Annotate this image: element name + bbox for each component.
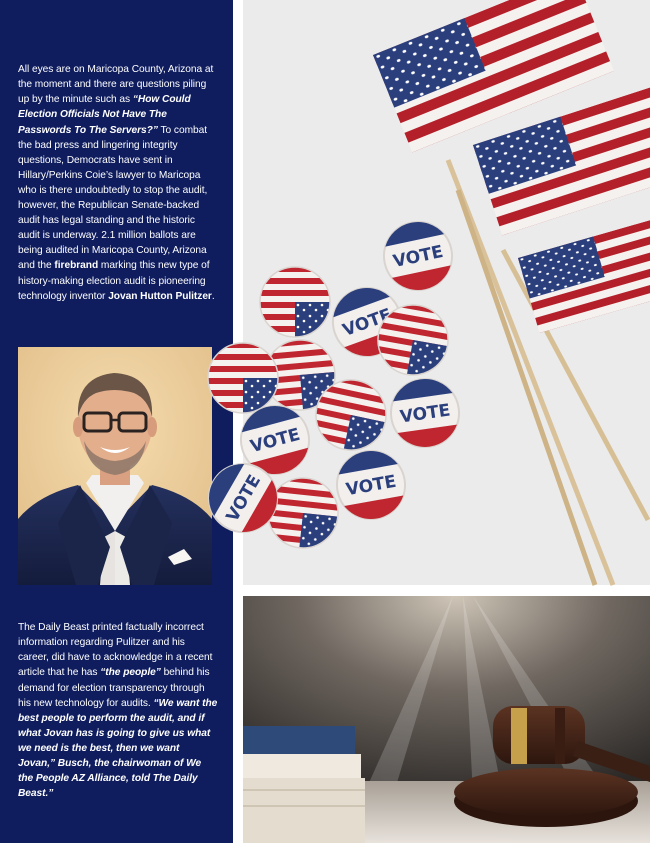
para1-intro: All eyes are on Maricopa County, Arizona at the moment and there are questions piling up by the minute such as (18, 64, 214, 106)
para1-end: . (211, 290, 215, 302)
portrait-photo (18, 347, 212, 585)
article-paragraph-1 (18, 62, 218, 304)
sidebar-column (0, 0, 233, 843)
gavel-photo (243, 596, 650, 843)
article-paragraph-2 (18, 620, 218, 801)
para2-middle: behind his demand for election transparency through his new technology for audits. (18, 667, 210, 709)
para2-intro: The Daily Beast printed factually incorrect information regarding Pulitzer and his career, did have to acknowledge in a recent article that he has (18, 622, 213, 679)
para1-bold-firebrand: firebrand (54, 260, 99, 272)
para2-quote-the-people: “the people” (100, 667, 161, 679)
para1-middle: To combat the bad press and lingering integrity questions, Democrats have sent in Hillary/Perkins Coie’s lawyer to Maricopa who is there undoubtedly to stop the audit, however, the Republican Senate-backed audit has legal standing and the historic audit is underway. 2.1 million ballots are being audited in Maricopa County, Arizona and the (18, 124, 208, 272)
para1-after-bold: marking this new type of history-making election audit is pioneering technology inventor (18, 260, 210, 302)
flags-and-vote-buttons-photo (243, 0, 650, 585)
para1-bold-name: Jovan Hutton Pulitzer (108, 290, 212, 302)
para1-quote: “How Could Election Officials Not Have The Passwords To The Servers?” (18, 94, 191, 136)
para2-quote-busch: “We want the best people to perform the audit, and if what Jovan has is going to give us what we need is the best, then we want Jovan,” Busch, the chairwoman of We the People AZ Alliance, told The Daily Beast.” (18, 697, 218, 800)
